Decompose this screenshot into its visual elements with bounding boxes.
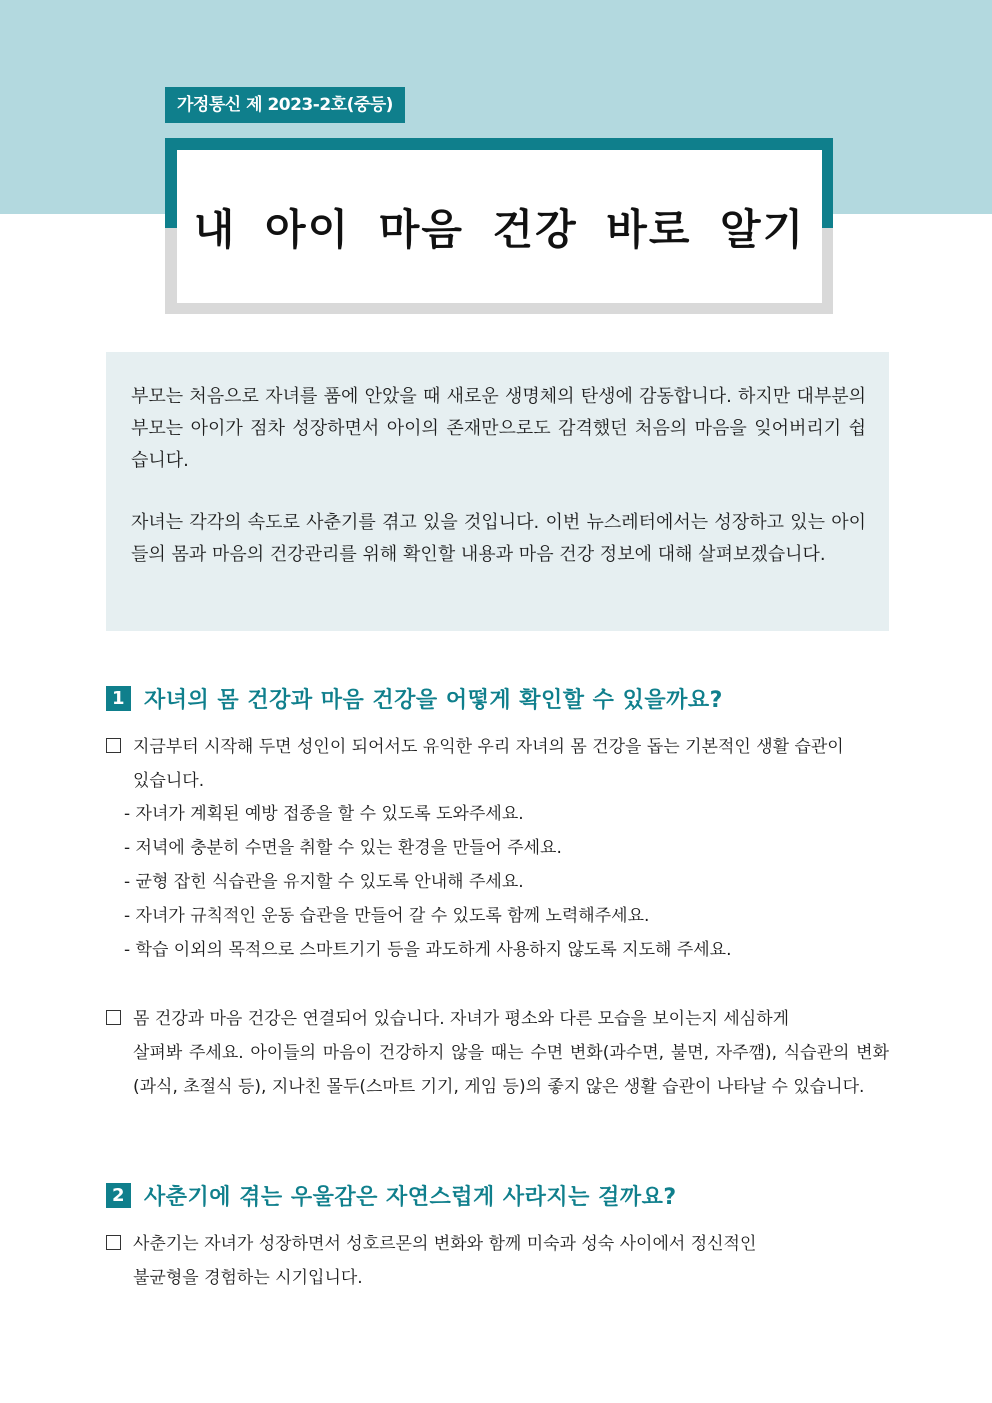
section-1-bullet-list — [124, 797, 889, 967]
section-2-paragraph-1 — [106, 1227, 889, 1295]
section-2-heading — [106, 1180, 677, 1211]
page-title: 내 아이 마음 건강 바로 알기 — [193, 204, 806, 254]
checkbox-square-icon — [106, 1235, 121, 1250]
list-item: - 자녀가 규칙적인 운동 습관을 만들어 갈 수 있도록 함께 노력해주세요. — [124, 899, 889, 933]
section-2-heading-text: 사춘기에 겪는 우울감은 자연스럽게 사라지는 걸까요? — [144, 1185, 677, 1210]
intro-paragraph-1: 부모는 처음으로 자녀를 품에 안았을 때 새로운 생명체의 탄생에 감동합니다. 하지만 대부분의 부모는 아이가 점차 성장하면서 아이의 존재만으로도 감격했던 처음의 마음을 잊어버리기 쉽습니다. — [131, 386, 866, 471]
section-1-paragraph-1-line-2: 있습니다. — [133, 771, 205, 791]
title-frame — [165, 138, 833, 314]
section-1-paragraph-2-rest: 살펴봐 주세요. 아이들의 마음이 건강하지 않을 때는 수면 변화(과수면, 불면, 자주깸), 식습관의 변화(과식, 초절식 등), 지나친 몰두(스마트 기기, 게임 등)의 좋지 않은 생활 습관이 나타날 수 있습니다. — [133, 1043, 889, 1097]
section-2-paragraph-1-line-1: 사춘기는 자녀가 성장하면서 성호르몬의 변화와 함께 미숙과 성숙 사이에서 정신적인 — [133, 1234, 757, 1254]
section-1-number-badge: 1 — [106, 686, 131, 711]
intro-paragraph-2: 자녀는 각각의 속도로 사춘기를 겪고 있을 것입니다. 이번 뉴스레터에서는 성장하고 있는 아이들의 몸과 마음의 건강관리를 위해 확인할 내용과 마음 건강 정보에 대해 살펴보겠습니다. — [131, 512, 866, 565]
section-1-paragraph-1-line-1: 지금부터 시작해 두면 성인이 되어서도 유익한 우리 자녀의 몸 건강을 돕는 기본적인 생활 습관이 — [133, 737, 844, 757]
title-panel — [177, 150, 822, 303]
section-1-paragraph-2-line-1: 몸 건강과 마음 건강은 연결되어 있습니다. 자녀가 평소와 다른 모습을 보이는지 세심하게 — [133, 1009, 790, 1029]
section-2-paragraph-1-rest: 불균형을 경험하는 시기입니다. — [133, 1268, 363, 1288]
issue-tag: 가정통신 제 2023-2호(중등) — [165, 87, 405, 123]
checkbox-square-icon — [106, 738, 121, 753]
section-1-heading — [106, 683, 723, 714]
list-item: - 저녁에 충분히 수면을 취할 수 있는 환경을 만들어 주세요. — [124, 831, 889, 865]
checkbox-square-icon — [106, 1010, 121, 1025]
list-item: - 학습 이외의 목적으로 스마트기기 등을 과도하게 사용하지 않도록 지도해 주세요. — [124, 933, 889, 967]
list-item: - 균형 잡힌 식습관을 유지할 수 있도록 안내해 주세요. — [124, 865, 889, 899]
section-2-number-badge: 2 — [106, 1183, 131, 1208]
list-item: - 자녀가 계획된 예방 접종을 할 수 있도록 도와주세요. — [124, 797, 889, 831]
section-1-paragraph-1 — [106, 730, 889, 798]
intro-box — [106, 352, 889, 631]
section-1-paragraph-2 — [106, 1002, 889, 1104]
section-1-heading-text: 자녀의 몸 건강과 마음 건강을 어떻게 확인할 수 있을까요? — [144, 688, 723, 713]
